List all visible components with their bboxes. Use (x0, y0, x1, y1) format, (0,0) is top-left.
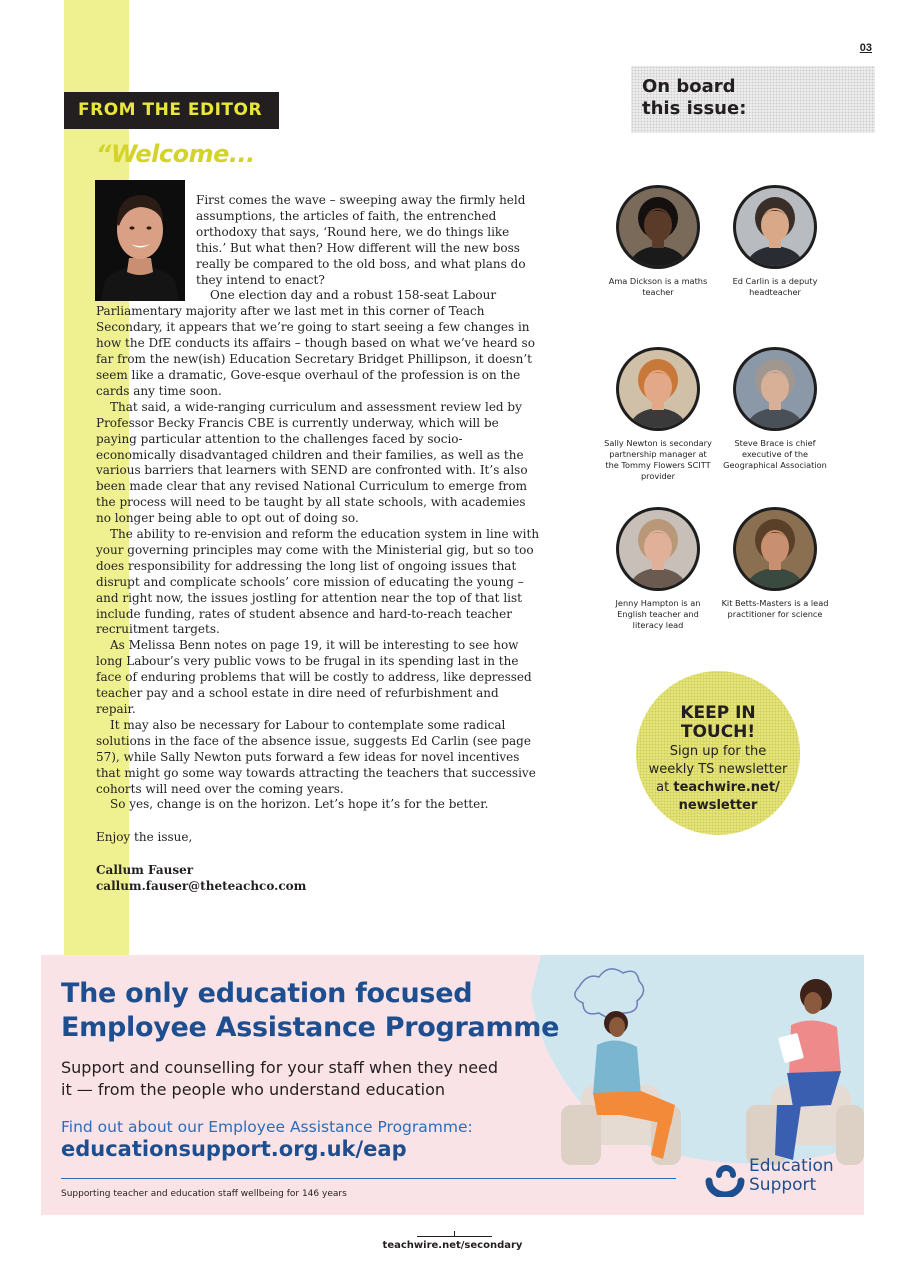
contributor-portrait (619, 510, 697, 588)
footer-rule (417, 1236, 492, 1237)
contributor-card (603, 347, 713, 482)
article-paragraph: So yes, change is on the horizon. Let’s hope it’s for the better. (110, 797, 489, 812)
onboard-title-line1: On board (642, 76, 736, 97)
welcome-heading: “Welcome... (96, 140, 255, 168)
footer-url[interactable]: teachwire.net/secondary (382, 1240, 523, 1251)
article-paragraph: As Melissa Benn notes on page 19, it will be interesting to see how long Labour’s very public vows to be frugal in its spending last in the face of enduring problems that will be costly to address, like depressed teacher pay and a school estate in dire need of refurbishment and repair. (96, 638, 532, 716)
contributor-portrait (736, 350, 814, 428)
editor-article (96, 193, 542, 895)
keep-title-line1: KEEP IN (680, 703, 756, 723)
keep-text-line1: Sign up for the (669, 744, 767, 759)
onboard-heading (631, 66, 875, 133)
article-paragraph: One election day and a robust 158-seat Labour Parliamentary majority after we last met in this corner of Teach Secondary, it appears that we’re going to start seeing a few changes in how the DfE conducts its affairs – though based on what we’ve heard so far from the new(ish) Education Secretary Bridget Phillipson, it doesn’t seem like a dramatic, Gove-esque overhaul of the profession is on the cards any time soon. (96, 288, 535, 398)
logo-text-line2: Support (749, 1175, 817, 1195)
advert-title (61, 977, 559, 1045)
contributor-portrait (736, 188, 814, 266)
photo-spacer (96, 193, 196, 302)
logo-text-line1: Education (749, 1156, 834, 1176)
contributor-caption: Ed Carlin is a deputy headteacher (732, 276, 818, 297)
advert-title-line1: The only education focused (61, 978, 473, 1009)
contributor-portrait (619, 188, 697, 266)
onboard-title-line2: this issue: (642, 98, 747, 119)
signoff: Enjoy the issue, (96, 830, 193, 845)
newsletter-link-cont[interactable]: newsletter (678, 798, 758, 813)
logo-swirl-icon (703, 1161, 747, 1197)
article-paragraph: The ability to re-envision and reform the education system in line with your governing principles may come with the Ministerial gig, but so too does responsibility for addressing the long list of ongoing issues that disrupt and complicate schools’ core mission of educating the young – and right now, the issues jostling for attention near the top of that list include funding, rates of student absence and hard-to-reach teacher recruitment targets. (96, 527, 540, 637)
contributor-caption: Jenny Hampton is an English teacher and literacy lead (615, 598, 701, 630)
editor-name: Callum Fauser (96, 863, 194, 878)
contributor-avatar (733, 185, 817, 269)
contributor-card (720, 347, 830, 471)
advert-find-text: Find out about our Employee Assistance Programme: (61, 1118, 473, 1136)
article-paragraph: First comes the wave – sweeping away the firmly held assumptions, the articles of faith, the entrenched orthodoxy that says, ‘Round here, we do things like this.’ But what then? How different will the new boss really be compared to the old boss, and what plans do they intend to enact? (196, 193, 526, 287)
contributor-card (720, 507, 830, 620)
keep-in-touch-badge (636, 671, 800, 835)
education-support-logo (703, 1153, 863, 1203)
advert-subtitle-line1: Support and counselling for your staff when they need (61, 1058, 499, 1077)
advert-subtitle (61, 1057, 531, 1101)
contributor-avatar (616, 507, 700, 591)
footer-tick (454, 1231, 455, 1236)
section-label: FROM THE EDITOR (64, 92, 279, 129)
contributor-card (720, 185, 830, 298)
contributor-avatar (616, 185, 700, 269)
article-paragraph: It may also be necessary for Labour to contemplate some radical solutions in the face of the absence issue, suggests Ed Carlin (see page 57), while Sally Newton puts forward a few ideas for novel incentives that might go some way towards attracting the teachers that successive cohorts will need over the coming years. (96, 717, 536, 796)
contributor-avatar (733, 507, 817, 591)
contributor-caption: Steve Brace is chief executive of the Geographical Association (723, 438, 827, 470)
page-number: 03 (859, 42, 872, 54)
advert-divider (61, 1178, 676, 1179)
education-support-advert (41, 955, 864, 1215)
contributor-caption: Sally Newton is secondary partnership manager at the Tommy Flowers SCITT provider (604, 438, 712, 481)
advert-subtitle-line2: it — from the people who understand education (61, 1080, 446, 1099)
advert-title-line2: Employee Assistance Programme (61, 1012, 560, 1043)
contributor-avatar (733, 347, 817, 431)
keep-text-prefix: at (656, 780, 674, 795)
keep-text-line2: weekly TS newsletter (648, 762, 788, 777)
article-paragraph: That said, a wide-ranging curriculum and assessment review led by Professor Becky Francis CBE is currently underway, which will be paying particular attention to the challenges faced by socio-economically disadvantaged children and their families, as well as the various barriers that learners with SEND are confronted with. It’s also been made clear that any revised National Curriculum to emerge from the process will need to be taught by all state schools, with academies no longer being able to opt out of doing so. (96, 399, 528, 526)
contributor-card (603, 185, 713, 298)
contributor-portrait (736, 510, 814, 588)
contributor-caption: Ama Dickson is a maths teacher (608, 276, 708, 297)
keep-title-line2: TOUCH! (680, 722, 756, 742)
contributor-caption: Kit Betts-Masters is a lead practitioner for science (721, 598, 829, 619)
advert-url-link[interactable]: educationsupport.org.uk/eap (61, 1137, 407, 1161)
contributor-avatar (616, 347, 700, 431)
editor-email[interactable]: callum.fauser@theteachco.com (96, 879, 307, 894)
contributor-portrait (619, 350, 697, 428)
newsletter-link[interactable]: teachwire.net/ (673, 780, 780, 795)
contributor-card (603, 507, 713, 631)
advert-footer: Supporting teacher and education staff wellbeing for 146 years (61, 1189, 347, 1199)
